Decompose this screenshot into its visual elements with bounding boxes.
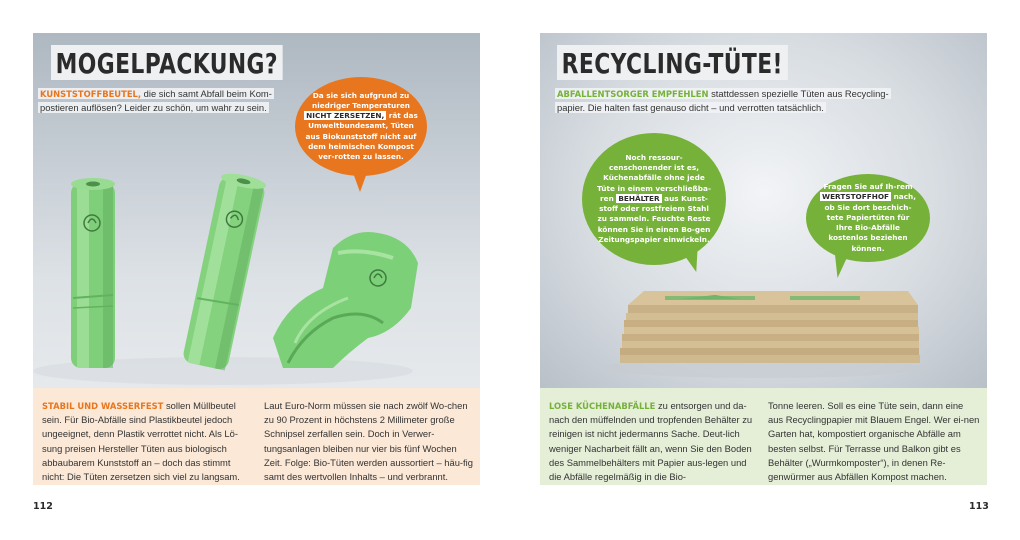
right-column-1 <box>549 399 761 484</box>
left-subline <box>38 87 298 115</box>
right-text-box <box>540 388 987 485</box>
left-column-1-keyword: STABIL UND WASSERFEST <box>42 401 164 411</box>
left-page-number: 112 <box>33 501 53 512</box>
crumpled-bag <box>273 232 418 368</box>
right-column-1-text: zu entsorgen und da-nach den müffelnden und tropfenden Behälter zu reinigen ist nicht jedermanns Sache. Deut-lich weniger Nacharbeit fällt an, wenn Sie den Boden des Sammelbehälters mit Papier aus-legen und die Abfälle regelmäßig in die Bio- <box>549 400 753 483</box>
green-bubble-1-text-after: aus Kunst-stoff oder rostfreiem Stahl zu sammeln. Feuchte Reste können Sie in einen Bo-gen Zeitungspapier einwickeln. <box>597 193 711 244</box>
left-column-2: Laut Euro-Norm müssen sie nach zwölf Wo-chen zu 90 Prozent in höchstens 2 Millimeter große Schnipsel zerfallen sein. Doch in Verwer-tungsanlagen bleiben nur vier bis fünf Wochen Zeit. Folge: Bio-Tüten werden aussortiert – häu-fig samt des wertvollen Inhalts – und verbrannt. <box>264 400 473 483</box>
orange-bubble-text-before: Da sie sich aufgrund zu niedriger Temperaturen <box>312 90 410 110</box>
green-bubble-1-text-before: Noch ressour-censchonender ist es, Küchenabfälle ohne jede Tüte in einem verschließba-ren <box>597 153 711 203</box>
left-headline: MOGELPACKUNG? <box>51 45 283 80</box>
right-subline-text-1: stattdessen spezielle Tüten aus Recycling- <box>708 88 889 99</box>
green-speech-bubble-1 <box>582 133 726 265</box>
green-bubble-1-boxed-keyword: BEHÄLTER <box>618 193 660 203</box>
right-subline-keyword: ABFALLENTSORGER EMPFEHLEN <box>557 89 709 99</box>
right-column-1-keyword: LOSE KÜCHENABFÄLLE <box>549 401 656 411</box>
orange-speech-bubble <box>295 77 427 176</box>
right-headline: RECYCLING-TÜTE! <box>557 45 788 80</box>
green-bubble-2-text-before: Fragen Sie auf Ih-rem <box>823 182 913 192</box>
left-column-1 <box>42 399 254 484</box>
left-column-1-text: sollen Müllbeutel sein. Für Bio-Abfälle sind Plastikbeutel jedoch ungeeignet, denn Plastik verrottet nicht. Als Lö-sung preisen Hersteller Tüten aus biologisch abbaubarem Kunststoff an – doch das stimmt nicht: Die Tüten zersetzen sich viel zu langsam. <box>42 400 240 483</box>
right-page-number: 113 <box>969 501 989 512</box>
left-text-box <box>33 388 480 485</box>
left-subline-keyword: KUNSTSTOFFBEUTEL, <box>40 89 142 99</box>
left-subline-text-2: postieren auflösen? Leider zu schön, um wahr zu sein. <box>40 102 267 113</box>
orange-bubble-text-after: rät das Umweltbundesamt, Tüten aus Biokunststoff nicht auf dem heimischen Kompost ver-rotten zu lassen. <box>305 111 418 161</box>
green-speech-bubble-2 <box>806 174 930 262</box>
green-bubble-2-text-after: nach, ob Sie dort beschich-tete Papiertüten für Ihre Bio-Abfälle kostenlos beziehen können. <box>824 192 916 253</box>
right-subline-text-2: papier. Die halten fast genauso dicht – und verrotten tatsächlich. <box>557 102 824 113</box>
right-column-2: Tonne leeren. Soll es eine Tüte sein, dann eine aus Recyclingpapier mit Blauem Engel. Wer ei-nen Garten hat, kompostiert organische Abfälle am besten selbst. Für Terrasse und Balkon gibt es Behälter („Wurmkomposter“), in denen Re-genwürmer aus Abfällen Kompost machen. <box>768 400 980 483</box>
green-bubble-2-boxed-keyword: WERTSTOFFHOF <box>822 192 890 202</box>
bag-roll-1 <box>71 178 115 368</box>
bag-roll-2 <box>182 171 268 371</box>
orange-bubble-boxed-keyword: NICHT ZERSETZEN, <box>306 111 385 121</box>
right-subline <box>555 87 895 115</box>
left-subline-text-1: die sich samt Abfall beim Kom- <box>141 88 272 99</box>
paper-bag-stack <box>620 291 920 363</box>
